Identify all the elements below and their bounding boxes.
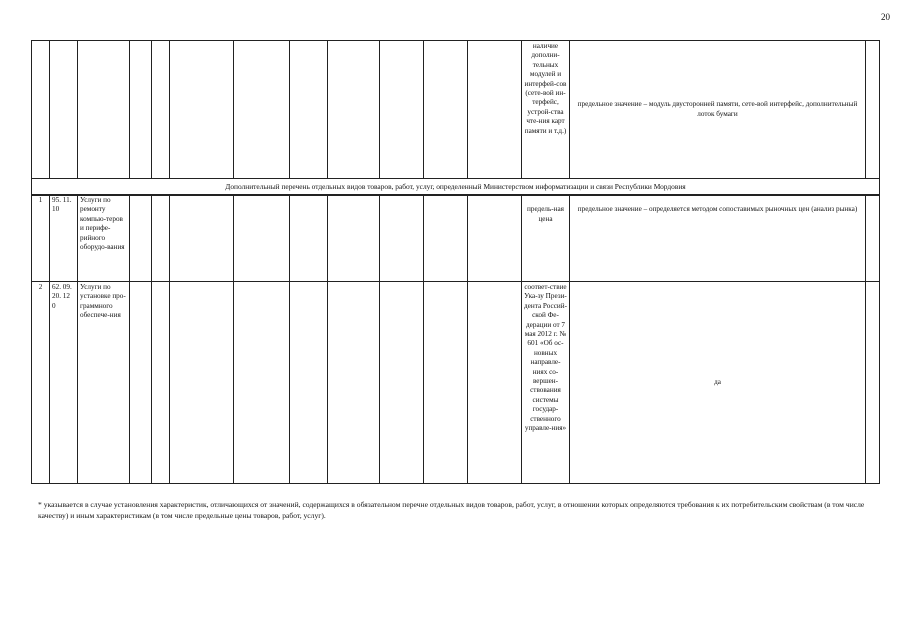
footnote: * указывается в случае установления характеристик, отличающихся от значений, содержащихся в обязательном перечне отдельных видов товаров, работ, услуг, в отношении которых определяются требования к их потребительским свойствам (в том числе качеству) и иным характеристикам (в том числе предельные цены товаров, работ, услуг). [38,500,865,520]
okpd-code: 62. 09. 20. 12 0 [50,282,78,484]
section-header: Дополнительный перечень отдельных видов товаров, работ, услуг, определенный Министерством информатизации и связи Республики Мордовия [32,179,880,196]
continued-value-cell: предельное значение – модуль двусторонней памяти, сете-вой интерфейс, дополнительный лоток бумаги [570,41,866,179]
item-name: Услуги по установке про-граммного обеспече-ния [78,282,130,484]
additional-list-table [31,194,880,484]
row-number: 2 [32,282,50,484]
characteristic-cell: соответ-ствие Ука-зу Прези-дента Россий-ской Фе-дерации от 7 мая 2012 г. № 601 «Об ос-новных направле-ниях со-вершен-ствования системы государ-ственного управле-ния» [522,282,570,484]
continued-characteristic-cell: наличие дополни-тельных модулей и интерфей-сов (сете-вой ин-терфейс, устрой-ства чте-ния карт памяти и т.д.) [522,41,570,179]
table-row [32,282,880,484]
item-name: Услуги по ремонту компью-теров и перифе-рийного оборудо-вания [78,195,130,282]
row-number: 1 [32,195,50,282]
value-cell: да [570,282,866,484]
table-row [32,195,880,282]
page-number: 20 [881,12,890,22]
continued-row [32,41,880,179]
value-cell: предельное значение – определяется методом сопоставимых рыночных цен (анализ рынка) [570,195,866,282]
section-header-row [32,179,880,196]
characteristic-cell: предель-ная цена [522,195,570,282]
continued-table [31,40,880,196]
okpd-code: 95. 11. 10 [50,195,78,282]
